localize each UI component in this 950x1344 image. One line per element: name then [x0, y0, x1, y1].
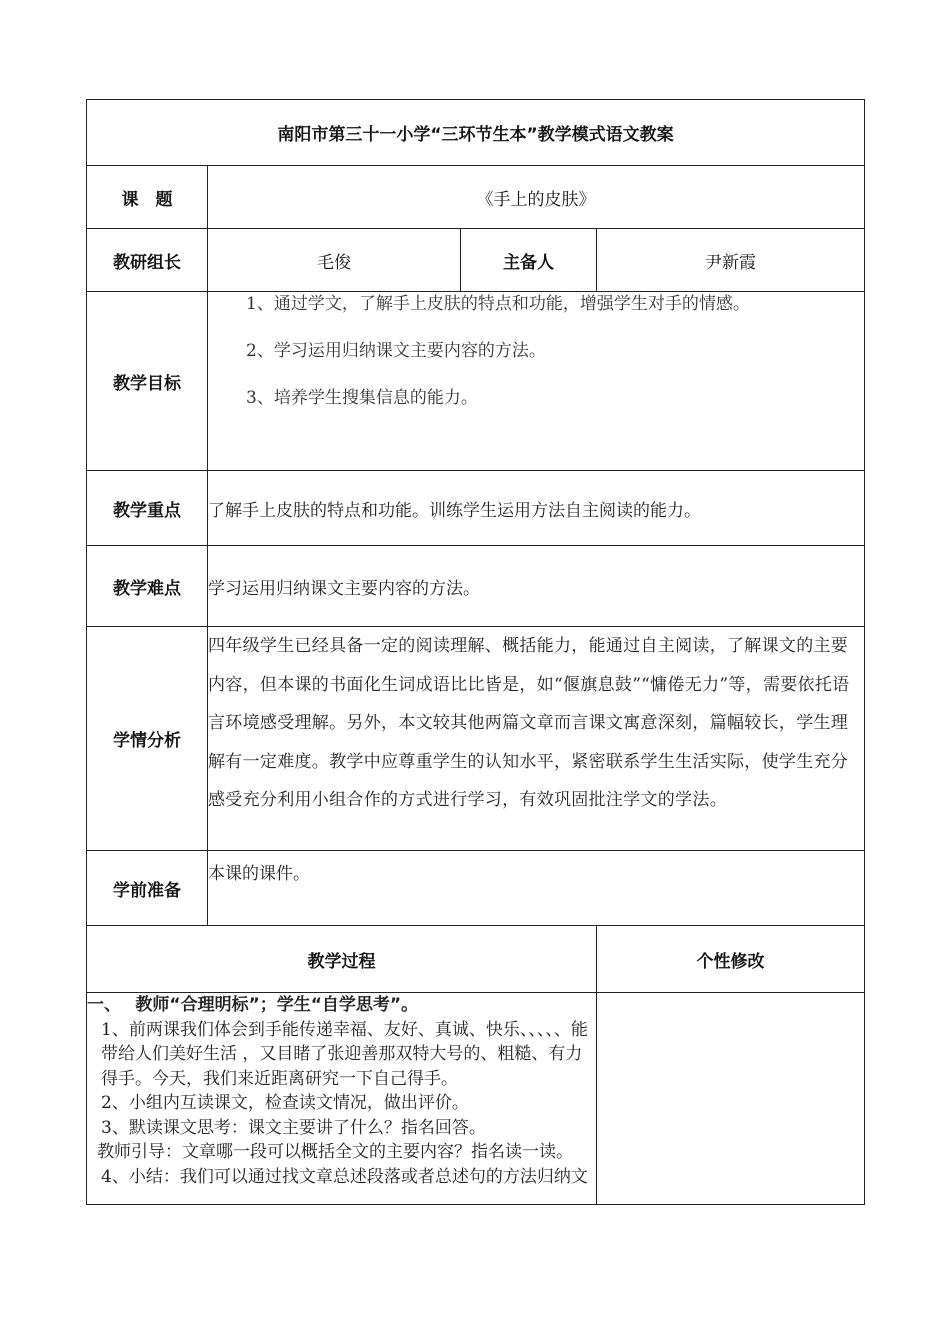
process-paragraph: 1、前两课我们体会到手能传递幸福、友好、真诚、快乐、、、、、能带给人们美好生活 ，又目睹了张迎善那双特大号的、粗糙、有力得手。今天，我们来近距离研究一下自己得手。	[101, 1019, 588, 1089]
preparation-value: 本课的课件。	[208, 851, 865, 926]
lesson-plan-table	[86, 99, 865, 1205]
process-heading: 一、 教师“合理明标”；学生“自学思考”。	[87, 995, 419, 1015]
process-header: 教学过程	[87, 926, 597, 993]
goal-item: 2、学习运用归纳课文主要内容的方法。	[246, 341, 546, 361]
leader-value: 毛俊	[208, 229, 461, 292]
goals-label: 教学目标	[87, 292, 208, 471]
goal-item: 1、通过学文，了解手上皮肤的特点和功能，增强学生对手的情感。	[246, 294, 750, 314]
document-title: 南阳市第三十一小学“三环节生本”教学模式语文教案	[87, 100, 865, 166]
preparer-label: 主备人	[461, 229, 597, 292]
preparation-label: 学前准备	[87, 851, 208, 926]
revise-content	[597, 993, 865, 1205]
key-point-value: 了解手上皮肤的特点和功能。训练学生运用方法自主阅读的能力。	[208, 471, 865, 546]
difficulty-value: 学习运用归纳课文主要内容的方法。	[208, 546, 865, 627]
process-paragraph: 3、默读课文思考：课文主要讲了什么？指名回答。	[101, 1117, 486, 1138]
analysis-label: 学情分析	[87, 627, 208, 851]
goals-cell	[208, 292, 865, 471]
goal-item: 3、培养学生搜集信息的能力。	[246, 388, 478, 408]
revise-header: 个性修改	[597, 926, 865, 993]
analysis-value: 四年级学生已经具备一定的阅读理解、概括能力，能通过自主阅读，了解课文的主要内容，但本课的书面化生词成语比比皆是，如“偃旗息鼓”“慵倦无力”等，需要依托语言环境感受理解。另外，本文较其他两篇文章而言课文寓意深刻，篇幅较长，学生理解有一定难度。教学中应尊重学生的认知水平，紧密联系学生生活实际，使学生充分感受充分利用小组合作的方式进行学习，有效巩固批注学文的学法。	[208, 627, 865, 851]
process-paragraph: 4、小结：我们可以通过找文章总述段落或者总述句的方法归纳文	[101, 1166, 588, 1187]
key-point-label: 教学重点	[87, 471, 208, 546]
process-paragraph: 2、小组内互读课文，检查读文情况，做出评价。	[101, 1093, 469, 1113]
leader-label: 教研组长	[87, 229, 208, 292]
preparer-value: 尹新霞	[597, 229, 865, 292]
process-content	[87, 993, 597, 1205]
process-paragraph: 教师引导：文章哪一段可以概括全文的主要内容？指名读一读。	[97, 1142, 573, 1162]
topic-label: 课 题	[87, 166, 208, 229]
topic-value: 《手上的皮肤》	[208, 166, 865, 229]
difficulty-label: 教学难点	[87, 546, 208, 627]
